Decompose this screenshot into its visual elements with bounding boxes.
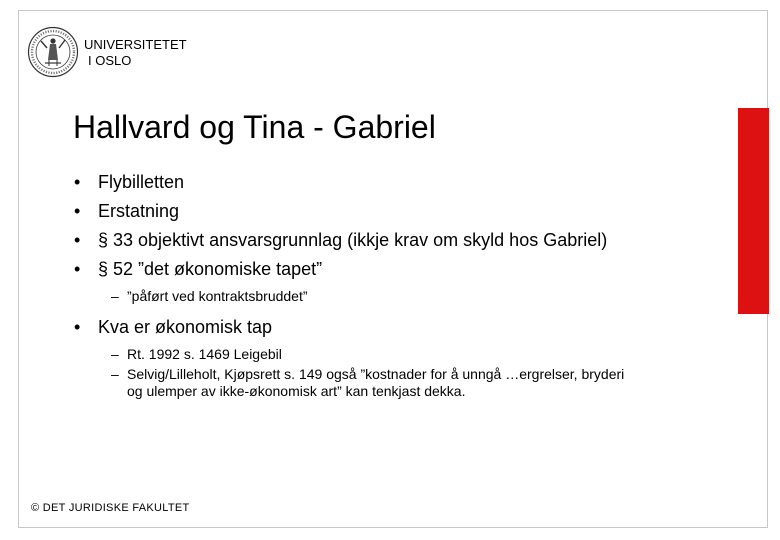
bullet-text: § 33 objektivt ansvarsgrunnlag (ikkje krav om skyld hos Gabriel): [98, 230, 608, 250]
sub-bullet-marker: –: [111, 288, 119, 304]
sub-bullet-item: [74, 288, 634, 305]
bullet-text: Kva er økonomisk tap: [98, 317, 273, 337]
bullet-item: [74, 201, 634, 222]
sub-bullet-text: ”påført ved kontraktsbruddet”: [127, 288, 308, 304]
university-name-line2: I OSLO: [88, 53, 132, 68]
bullet-marker: •: [74, 230, 81, 250]
bullet-item: [74, 317, 634, 338]
sub-bullet-text: Rt. 1992 s. 1469 Leigebil: [127, 346, 282, 362]
bullet-item: [74, 259, 634, 280]
university-seal-icon: [27, 26, 79, 78]
bullet-marker: •: [74, 201, 81, 221]
footer-copyright: © DET JURIDISKE FAKULTET: [31, 502, 190, 514]
sub-bullet-marker: –: [111, 366, 119, 382]
slide-title: Hallvard og Tina - Gabriel: [73, 109, 436, 145]
slide-body: [74, 172, 634, 400]
bullet-marker: •: [74, 317, 81, 337]
sub-bullet-marker: –: [111, 346, 119, 362]
bullet-marker: •: [74, 172, 81, 192]
bullet-text: Flybilletten: [98, 172, 185, 192]
university-name-line1: UNIVERSITETET: [84, 37, 187, 52]
sub-bullet-item: [74, 346, 634, 363]
sub-bullet-item: [74, 366, 634, 400]
bullet-text: Erstatning: [98, 201, 180, 221]
accent-bar: [738, 108, 769, 314]
sub-bullet-text: Selvig/Lilleholt, Kjøpsrett s. 149 også ”kostnader for å unngå …ergrelser, bryderi og ulemper av ikke-økonomisk art” kan tenkjast dekka.: [127, 366, 625, 399]
bullet-marker: •: [74, 259, 81, 279]
bullet-item: [74, 230, 634, 251]
university-name: [84, 37, 187, 69]
bullet-text: § 52 ”det økonomiske tapet”: [98, 259, 323, 279]
bullet-item: [74, 172, 634, 193]
